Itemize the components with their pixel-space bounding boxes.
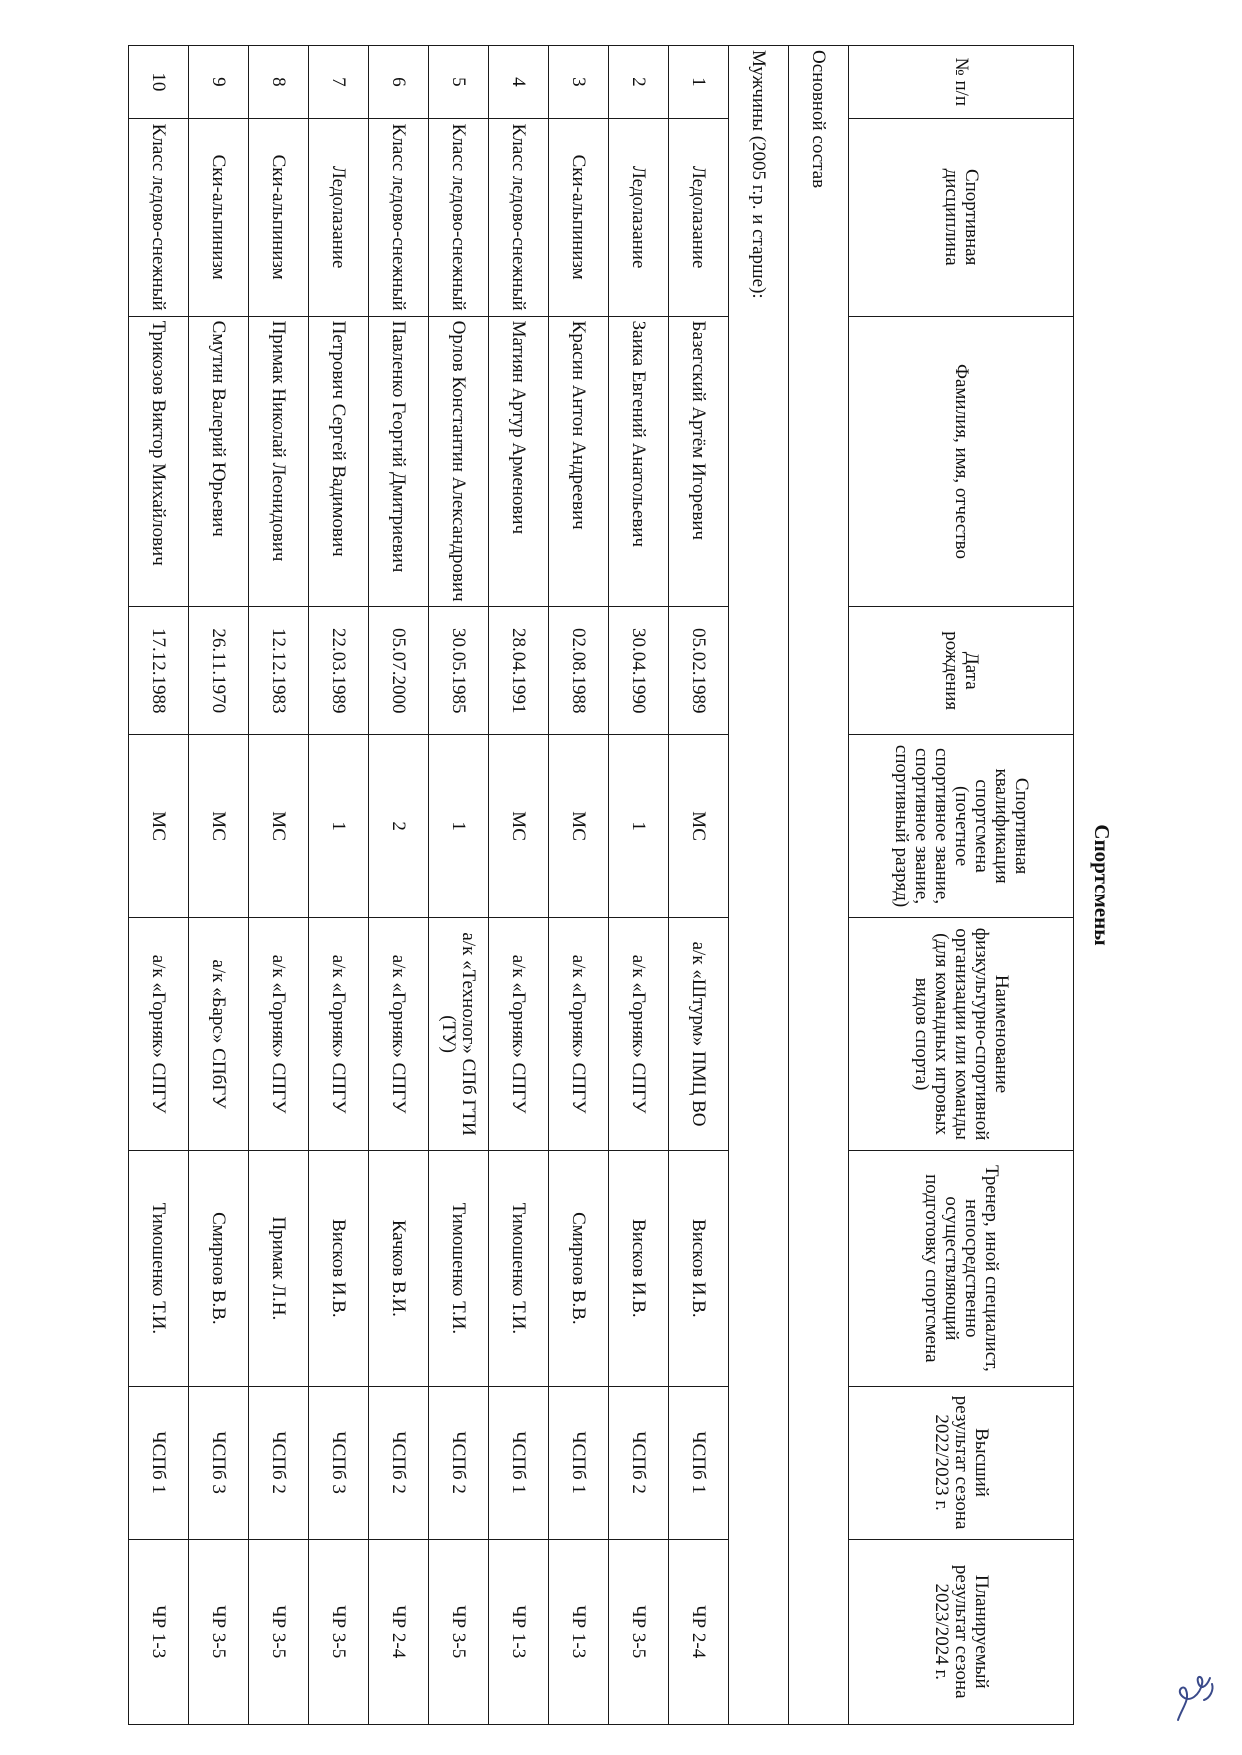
cell-qualification: 1	[309, 735, 369, 918]
cell-discipline: Класс ледово-снежный	[429, 118, 489, 316]
cell-number: 6	[369, 46, 429, 119]
cell-planned-result: ЧР 1-3	[129, 1539, 189, 1725]
rotated-document-page	[0, 35, 1118, 1735]
cell-birth-date: 12.12.1983	[249, 607, 309, 735]
cell-number: 5	[429, 46, 489, 119]
cell-planned-result: ЧР 3-5	[309, 1539, 369, 1725]
cell-organization: а/к «Барс» СПбГУ	[189, 918, 249, 1151]
cell-best-result: ЧСПб 2	[249, 1386, 309, 1539]
cell-coach: Висков И.В.	[669, 1151, 729, 1387]
cell-discipline: Ски-альпинизм	[549, 118, 609, 316]
cell-organization: а/к «Горняк» СПГУ	[129, 918, 189, 1151]
cell-qualification: 1	[609, 735, 669, 918]
cell-coach: Качков В.И.	[369, 1151, 429, 1387]
cell-full-name: Базегский Артём Игоревич	[669, 316, 729, 607]
cell-discipline: Ски-альпинизм	[249, 118, 309, 316]
cell-coach: Висков И.В.	[609, 1151, 669, 1387]
cell-discipline: Класс ледово-снежный	[489, 118, 549, 316]
cell-coach: Тимошенко Т.И.	[489, 1151, 549, 1387]
athletes-table	[128, 45, 1074, 1725]
header-planned-result: Планируемый результат сезона 2023/2024 г.	[849, 1539, 1074, 1725]
table-row	[249, 46, 309, 1725]
cell-coach: Смирнов В.В.	[189, 1151, 249, 1387]
cell-coach: Висков И.В.	[309, 1151, 369, 1387]
table-row	[189, 46, 249, 1725]
cell-planned-result: ЧР 3-5	[429, 1539, 489, 1725]
table-row	[609, 46, 669, 1725]
cell-discipline: Ледолазание	[669, 118, 729, 316]
cell-full-name: Павленко Георгий Дмитриевич	[369, 316, 429, 607]
cell-planned-result: ЧР 3-5	[609, 1539, 669, 1725]
cell-discipline: Ледолазание	[609, 118, 669, 316]
cell-birth-date: 28.04.1991	[489, 607, 549, 735]
cell-organization: а/к «Технолог» СПб ГТИ (ТУ)	[429, 918, 489, 1151]
table-row	[129, 46, 189, 1725]
header-full-name: Фамилия, имя, отчество	[849, 316, 1074, 607]
cell-organization: а/к «Горняк» СПГУ	[369, 918, 429, 1151]
cell-full-name: Матиян Артур Арменович	[489, 316, 549, 607]
header-organization: Наименование физкультурно-спортивной организации или команды (для командных игровых видов спорта)	[849, 918, 1074, 1151]
cell-qualification: МС	[129, 735, 189, 918]
cell-planned-result: ЧР 3-5	[249, 1539, 309, 1725]
cell-discipline: Класс ледово-снежный	[129, 118, 189, 316]
header-number: № п/п	[849, 46, 1074, 119]
table-row	[309, 46, 369, 1725]
cell-organization: а/к «Штурм» ПМЦ ВО	[669, 918, 729, 1151]
table-header-row	[849, 46, 1074, 1725]
cell-number: 8	[249, 46, 309, 119]
cell-planned-result: ЧР 3-5	[189, 1539, 249, 1725]
cell-best-result: ЧСПб 2	[609, 1386, 669, 1539]
page-title: Спортсмены	[1090, 824, 1114, 946]
cell-best-result: ЧСПб 2	[369, 1386, 429, 1539]
table-row	[429, 46, 489, 1725]
cell-best-result: ЧСПб 1	[129, 1386, 189, 1539]
section-row	[789, 46, 849, 1725]
cell-discipline: Класс ледово-снежный	[369, 118, 429, 316]
cell-number: 1	[669, 46, 729, 119]
cell-planned-result: ЧР 1-3	[549, 1539, 609, 1725]
handwritten-signature-icon	[1160, 1660, 1230, 1730]
cell-discipline: Ски-альпинизм	[189, 118, 249, 316]
cell-birth-date: 05.07.2000	[369, 607, 429, 735]
cell-full-name: Заика Евгений Анатольевич	[609, 316, 669, 607]
cell-number: 4	[489, 46, 549, 119]
cell-qualification: МС	[189, 735, 249, 918]
cell-coach: Примак Л.Н.	[249, 1151, 309, 1387]
cell-discipline: Ледолазание	[309, 118, 369, 316]
cell-coach: Смирнов В.В.	[549, 1151, 609, 1387]
cell-qualification: МС	[489, 735, 549, 918]
cell-qualification: 2	[369, 735, 429, 918]
cell-planned-result: ЧР 2-4	[369, 1539, 429, 1725]
cell-coach: Тимошенко Т.И.	[429, 1151, 489, 1387]
cell-organization: а/к «Горняк» СПГУ	[249, 918, 309, 1151]
cell-birth-date: 26.11.1970	[189, 607, 249, 735]
group-label: Мужчины (2005 г.р. и старше):	[729, 46, 789, 1725]
cell-full-name: Трикозов Виктор Михайлович	[129, 316, 189, 607]
cell-qualification: МС	[549, 735, 609, 918]
cell-planned-result: ЧР 2-4	[669, 1539, 729, 1725]
cell-number: 3	[549, 46, 609, 119]
table-row	[549, 46, 609, 1725]
cell-full-name: Петрович Сергей Вадимович	[309, 316, 369, 607]
cell-organization: а/к «Горняк» СПГУ	[609, 918, 669, 1151]
cell-organization: а/к «Горняк» СПГУ	[549, 918, 609, 1151]
header-best-result: Высший результат сезона 2022/2023 г.	[849, 1386, 1074, 1539]
header-discipline: Спортивная дисциплина	[849, 118, 1074, 316]
cell-best-result: ЧСПб 3	[309, 1386, 369, 1539]
cell-number: 7	[309, 46, 369, 119]
header-birth-date: Дата рождения	[849, 607, 1074, 735]
cell-birth-date: 05.02.1989	[669, 607, 729, 735]
group-row	[729, 46, 789, 1725]
cell-best-result: ЧСПб 3	[189, 1386, 249, 1539]
cell-birth-date: 17.12.1988	[129, 607, 189, 735]
cell-full-name: Красин Антон Андреевич	[549, 316, 609, 607]
table-row	[489, 46, 549, 1725]
cell-qualification: МС	[249, 735, 309, 918]
cell-best-result: ЧСПб 1	[489, 1386, 549, 1539]
cell-qualification: 1	[429, 735, 489, 918]
cell-birth-date: 30.05.1985	[429, 607, 489, 735]
section-label: Основной состав	[789, 46, 849, 1725]
table-row	[369, 46, 429, 1725]
cell-full-name: Примак Николай Леонидович	[249, 316, 309, 607]
cell-number: 2	[609, 46, 669, 119]
cell-planned-result: ЧР 1-3	[489, 1539, 549, 1725]
cell-best-result: ЧСПб 1	[669, 1386, 729, 1539]
cell-birth-date: 02.08.1988	[549, 607, 609, 735]
cell-qualification: МС	[669, 735, 729, 918]
cell-organization: а/к «Горняк» СПГУ	[489, 918, 549, 1151]
header-coach: Тренер, иной специалист, непосредственно осуществляющий подготовку спортсмена	[849, 1151, 1074, 1387]
cell-coach: Тимошенко Т.И.	[129, 1151, 189, 1387]
cell-organization: а/к «Горняк» СПГУ	[309, 918, 369, 1151]
cell-birth-date: 22.03.1989	[309, 607, 369, 735]
cell-best-result: ЧСПб 2	[429, 1386, 489, 1539]
cell-best-result: ЧСПб 1	[549, 1386, 609, 1539]
cell-number: 9	[189, 46, 249, 119]
cell-number: 10	[129, 46, 189, 119]
header-qualification: Спортивная квалификация спортсмена (почетное спортивное звание, спортивное звание, спортивный разряд)	[849, 735, 1074, 918]
cell-full-name: Орлов Константин Александрович	[429, 316, 489, 607]
cell-full-name: Смутин Валерий Юрьевич	[189, 316, 249, 607]
cell-birth-date: 30.04.1990	[609, 607, 669, 735]
table-row	[669, 46, 729, 1725]
